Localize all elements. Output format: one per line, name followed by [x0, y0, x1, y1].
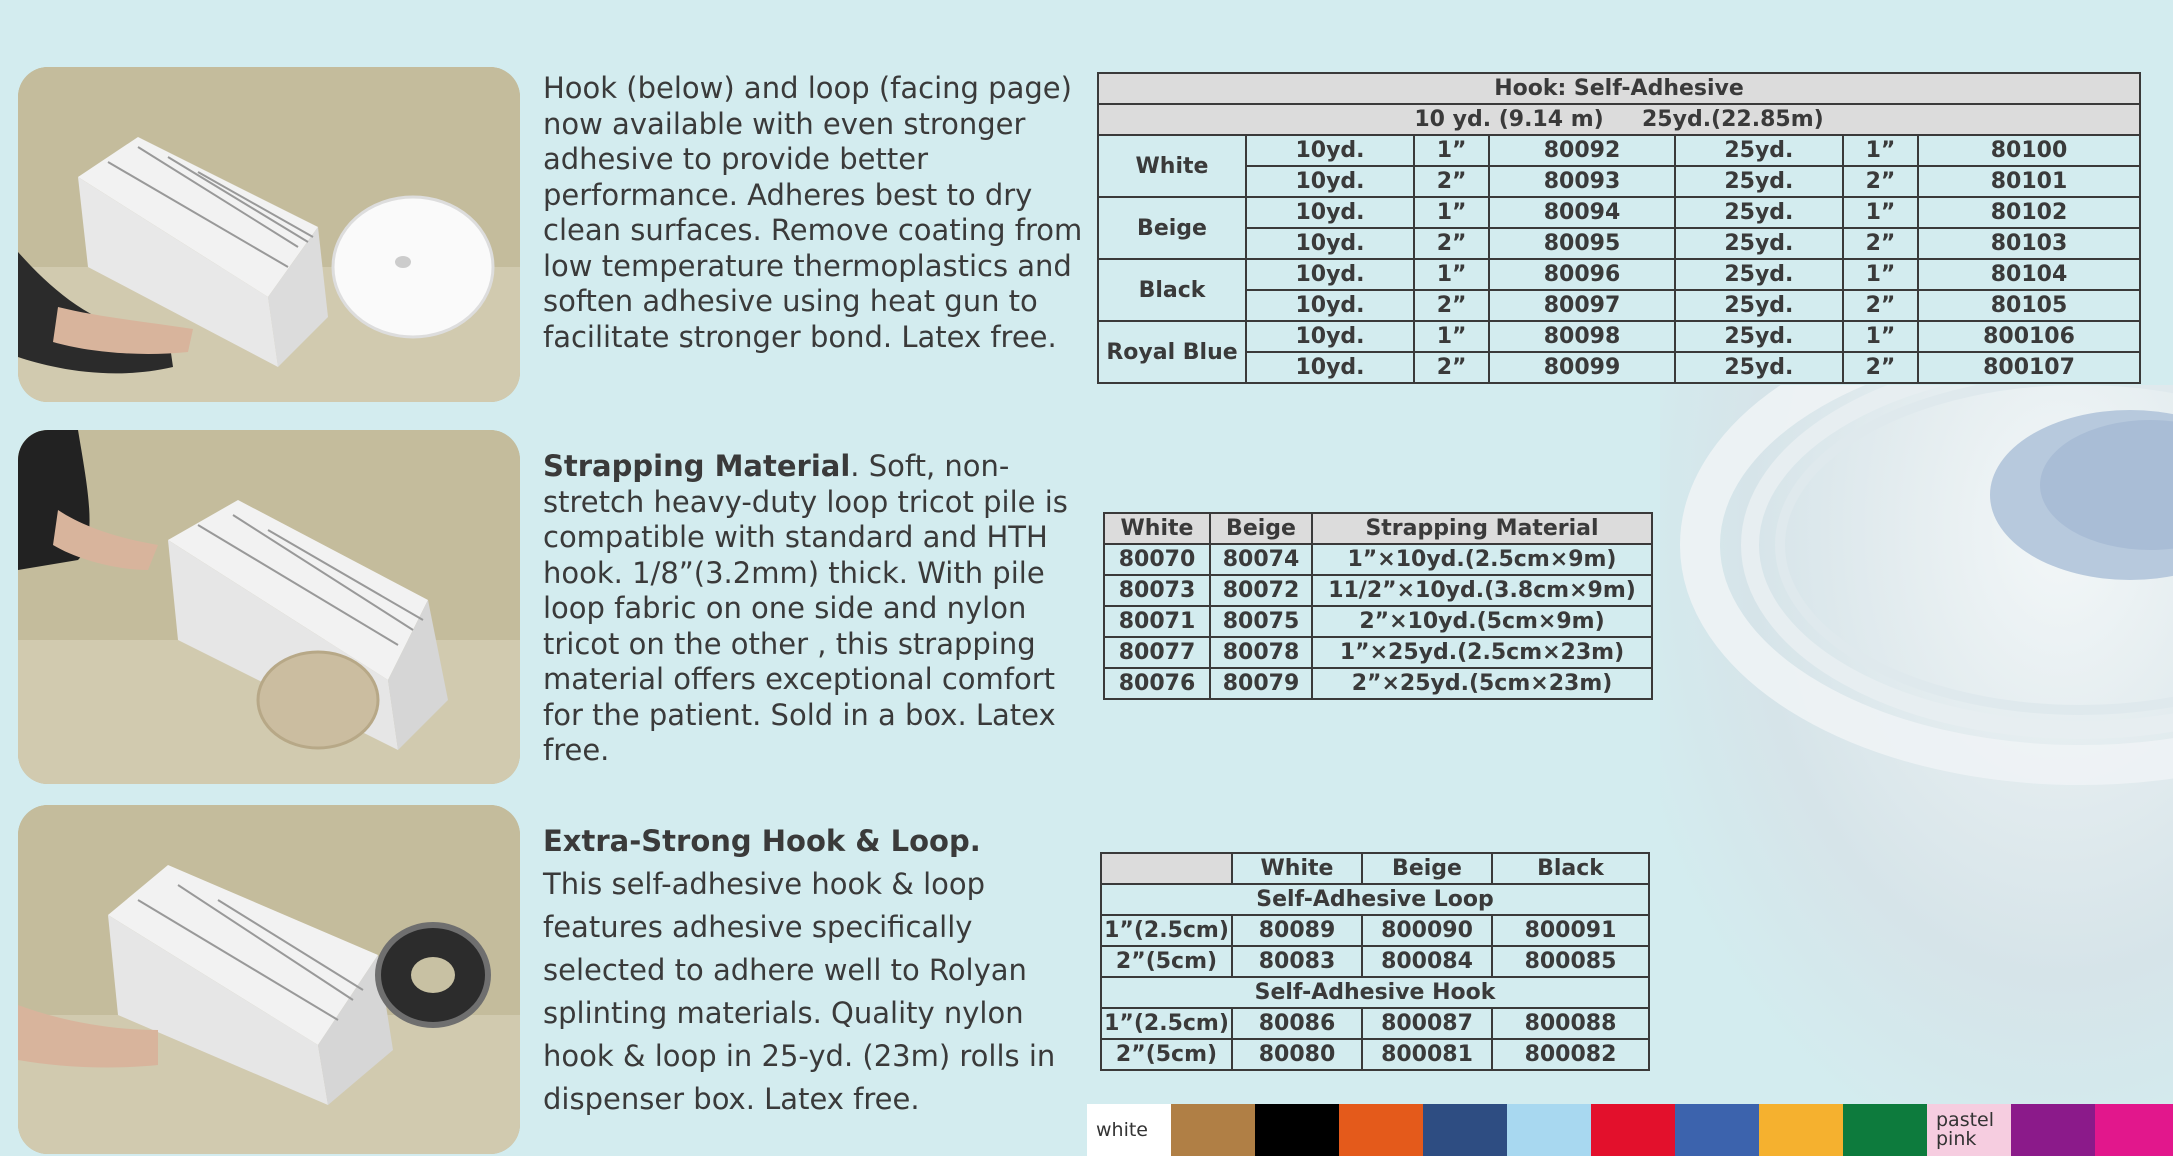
table-title: Hook: Self-Adhesive — [1098, 73, 2140, 104]
product-photo-hook — [18, 67, 520, 402]
table-cell: 11/2”×10yd.(3.8cm×9m) — [1312, 575, 1652, 606]
table-row — [1101, 1008, 1649, 1039]
color-swatch — [1423, 1104, 1507, 1156]
description-extra-strong — [543, 820, 1083, 1121]
color-swatch — [2011, 1104, 2095, 1156]
color-label: Beige — [1098, 197, 1246, 259]
table-cell: 10yd. — [1246, 228, 1414, 259]
table-cell: 80080 — [1232, 1039, 1362, 1070]
table-row — [1098, 197, 2140, 228]
table-cell: 80095 — [1489, 228, 1675, 259]
table-row — [1098, 135, 2140, 166]
tape-roll-image — [1660, 385, 2173, 1105]
table-cell: 2” — [1843, 290, 1918, 321]
table-cell: 2”(5cm) — [1101, 946, 1232, 977]
table-cell: 80073 — [1104, 575, 1210, 606]
table-row — [1098, 259, 2140, 290]
table-cell: 2”×25yd.(5cm×23m) — [1312, 668, 1652, 699]
color-swatch — [1927, 1104, 2011, 1156]
col-header — [1101, 853, 1232, 884]
table-cell: 80097 — [1489, 290, 1675, 321]
color-swatch — [1759, 1104, 1843, 1156]
description-strapping — [543, 449, 1083, 769]
table-cell: 10yd. — [1246, 135, 1414, 166]
table-cell: 80078 — [1210, 637, 1312, 668]
description-strapping-title: Strapping Material — [543, 449, 851, 483]
table-cell: 1” — [1414, 321, 1489, 352]
table-cell: 2” — [1843, 166, 1918, 197]
table-cell: 1” — [1414, 259, 1489, 290]
table-cell: 80104 — [1918, 259, 2140, 290]
table-cell: 80101 — [1918, 166, 2140, 197]
table-cell: 800107 — [1918, 352, 2140, 383]
table-cell: 800087 — [1362, 1008, 1492, 1039]
table-cell: 25yd. — [1675, 228, 1843, 259]
hook-self-adhesive-table — [1097, 72, 2141, 384]
table-cell: 2”×10yd.(5cm×9m) — [1312, 606, 1652, 637]
subheader-25yd: 25yd.(22.85m) — [1641, 107, 1824, 132]
loop-section-label: Self-Adhesive Loop — [1101, 884, 1649, 915]
table-cell: 25yd. — [1675, 197, 1843, 228]
table-cell: 80092 — [1489, 135, 1675, 166]
description-strapping-text: . Soft, non-stretch heavy-duty loop tricot pile is compatible with standard and HTH hook. 1/8”(3.2mm) thick. With pile loop fabric on one side and nylon tricot on the other , this strapping material offers exceptional comfort for the patient. Sold in a box. Latex free. — [543, 449, 1068, 767]
table-row — [1104, 544, 1652, 575]
table-row — [1101, 915, 1649, 946]
table-cell: 80099 — [1489, 352, 1675, 383]
table-cell: 1” — [1414, 135, 1489, 166]
table-cell: 80072 — [1210, 575, 1312, 606]
color-swatch — [1591, 1104, 1675, 1156]
color-swatch — [1507, 1104, 1591, 1156]
table-cell: 2” — [1414, 228, 1489, 259]
table-row — [1098, 166, 2140, 197]
table-cell: 80093 — [1489, 166, 1675, 197]
table-cell: 1” — [1843, 321, 1918, 352]
table-cell: 2” — [1414, 290, 1489, 321]
table-cell: 800085 — [1492, 946, 1649, 977]
color-swatch — [2095, 1104, 2173, 1156]
table-cell: 25yd. — [1675, 290, 1843, 321]
subheader-10yd: 10 yd. (9.14 m) — [1414, 107, 1604, 132]
table-cell: 2” — [1843, 352, 1918, 383]
col-header: Beige — [1210, 513, 1312, 544]
table-cell: 800088 — [1492, 1008, 1649, 1039]
color-swatch — [1255, 1104, 1339, 1156]
table-cell: 10yd. — [1246, 166, 1414, 197]
table-cell: 80086 — [1232, 1008, 1362, 1039]
table-row — [1104, 606, 1652, 637]
table-cell: 1” — [1414, 197, 1489, 228]
color-label: Black — [1098, 259, 1246, 321]
table-row — [1101, 1039, 1649, 1070]
table-cell: 1”(2.5cm) — [1101, 1008, 1232, 1039]
table-cell: 1” — [1843, 197, 1918, 228]
table-cell: 80100 — [1918, 135, 2140, 166]
table-row — [1098, 352, 2140, 383]
table-cell: 800084 — [1362, 946, 1492, 977]
table-cell: 800081 — [1362, 1039, 1492, 1070]
swatch-label: white — [1096, 1118, 1148, 1141]
hook-table-body — [1098, 135, 2140, 383]
table-cell: 1”(2.5cm) — [1101, 915, 1232, 946]
table-cell: 1” — [1843, 259, 1918, 290]
table-cell: 25yd. — [1675, 135, 1843, 166]
color-swatch-bar — [1087, 1104, 2173, 1156]
table-cell: 25yd. — [1675, 259, 1843, 290]
table-cell: 1” — [1843, 135, 1918, 166]
table-cell: 1”×10yd.(2.5cm×9m) — [1312, 544, 1652, 575]
col-header: Strapping Material — [1312, 513, 1652, 544]
table-cell: 80075 — [1210, 606, 1312, 637]
table-row — [1104, 575, 1652, 606]
description-extra-strong-title: Extra-Strong Hook & Loop. — [543, 824, 981, 858]
table-cell: 80094 — [1489, 197, 1675, 228]
table-cell: 25yd. — [1675, 352, 1843, 383]
table-cell: 80070 — [1104, 544, 1210, 575]
col-header: White — [1232, 853, 1362, 884]
table-cell: 10yd. — [1246, 290, 1414, 321]
table-row — [1104, 637, 1652, 668]
table-cell: 25yd. — [1675, 166, 1843, 197]
table-subheader — [1098, 104, 2140, 135]
swatch-label: pastel pink — [1936, 1109, 1995, 1150]
table-cell: 2”(5cm) — [1101, 1039, 1232, 1070]
strapping-material-table — [1103, 512, 1653, 700]
table-cell: 80079 — [1210, 668, 1312, 699]
color-label: White — [1098, 135, 1246, 197]
table-cell: 10yd. — [1246, 352, 1414, 383]
color-swatch — [1675, 1104, 1759, 1156]
table-cell: 80102 — [1918, 197, 2140, 228]
table-cell: 2” — [1414, 166, 1489, 197]
description-hook — [543, 71, 1083, 355]
table-cell: 25yd. — [1675, 321, 1843, 352]
product-photo-strapping — [18, 430, 520, 784]
table-cell: 80076 — [1104, 668, 1210, 699]
table-cell: 80098 — [1489, 321, 1675, 352]
table-cell: 80071 — [1104, 606, 1210, 637]
product-photo-extra-strong — [18, 805, 520, 1154]
table-cell: 80105 — [1918, 290, 2140, 321]
table-row — [1104, 668, 1652, 699]
hook-section-label: Self-Adhesive Hook — [1101, 977, 1649, 1008]
table-cell: 80074 — [1210, 544, 1312, 575]
color-label: Royal Blue — [1098, 321, 1246, 383]
col-header: Black — [1492, 853, 1649, 884]
table-cell: 1”×25yd.(2.5cm×23m) — [1312, 637, 1652, 668]
color-swatch — [1171, 1104, 1255, 1156]
table-cell: 2” — [1414, 352, 1489, 383]
table-row — [1098, 290, 2140, 321]
table-row — [1101, 946, 1649, 977]
extra-strong-table — [1100, 852, 1650, 1071]
table-cell: 800090 — [1362, 915, 1492, 946]
col-header: Beige — [1362, 853, 1492, 884]
table-cell: 10yd. — [1246, 321, 1414, 352]
table-cell: 10yd. — [1246, 197, 1414, 228]
description-extra-strong-text: This self-adhesive hook & loop features adhesive specifically selected to adhere well to Rolyan splinting materials. Quality nylon hook & loop in 25-yd. (23m) rolls in dispenser box. Latex free. — [543, 867, 1056, 1116]
color-swatch — [1339, 1104, 1423, 1156]
description-hook-text: Hook (below) and loop (facing page) now available with even stronger adhesive to provide better performance. Adheres best to dry clean surfaces. Remove coating from low temperature thermoplastics and soften adhesive using heat gun to facilitate stronger bond. Latex free. — [543, 71, 1083, 354]
table-cell: 80077 — [1104, 637, 1210, 668]
color-swatch — [1087, 1104, 1171, 1156]
table-cell: 80103 — [1918, 228, 2140, 259]
table-cell: 2” — [1843, 228, 1918, 259]
table-cell: 80096 — [1489, 259, 1675, 290]
col-header: White — [1104, 513, 1210, 544]
table-cell: 10yd. — [1246, 259, 1414, 290]
table-row — [1098, 228, 2140, 259]
table-cell: 80089 — [1232, 915, 1362, 946]
color-swatch — [1843, 1104, 1927, 1156]
table-row — [1098, 321, 2140, 352]
table-cell: 80083 — [1232, 946, 1362, 977]
table-cell: 800091 — [1492, 915, 1649, 946]
table-cell: 800082 — [1492, 1039, 1649, 1070]
table-cell: 800106 — [1918, 321, 2140, 352]
